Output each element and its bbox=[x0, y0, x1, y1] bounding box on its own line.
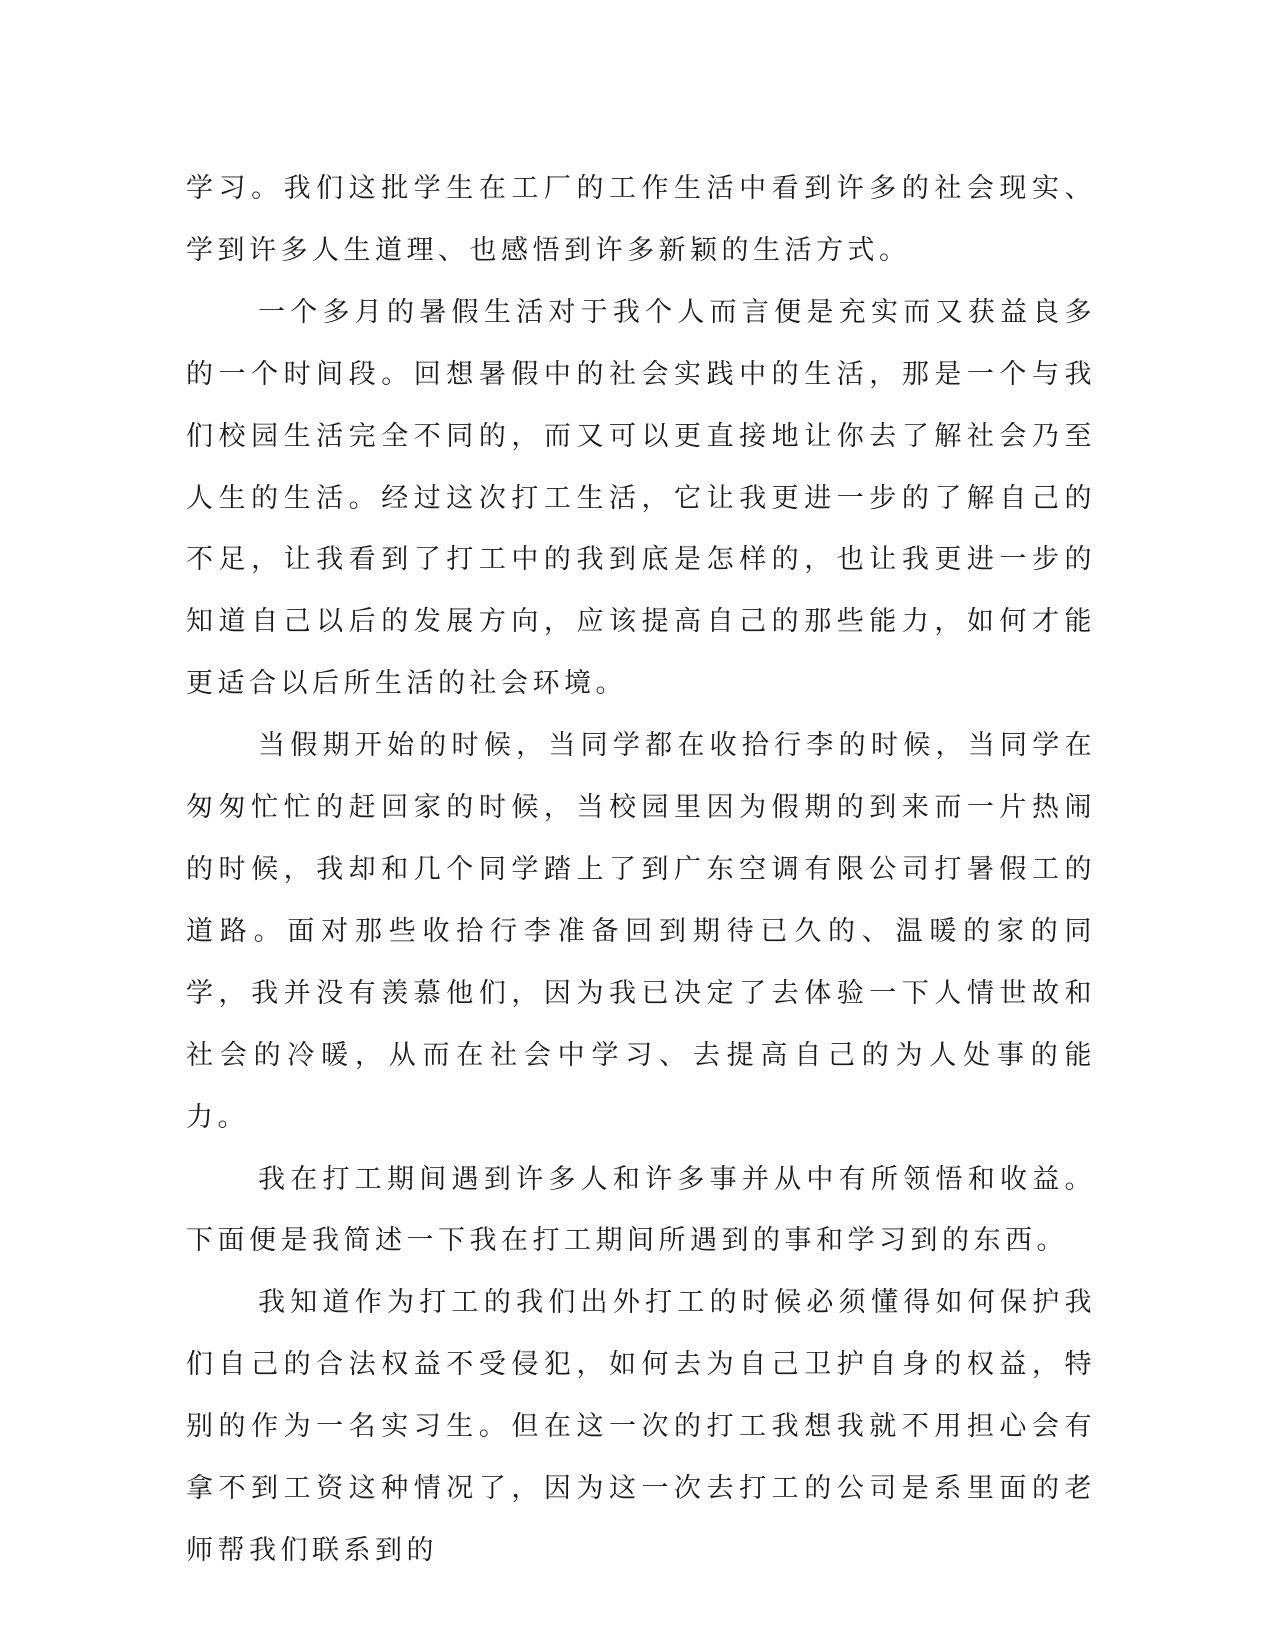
paragraph-1: 学习。我们这批学生在工厂的工作生活中看到许多的社会现实、学到许多人生道理、也感悟到许多新颖的生活方式。 bbox=[186, 173, 1096, 266]
paragraph-5: 我知道作为打工的我们出外打工的时候必须懂得如何保护我们自己的合法权益不受侵犯，如何去为自己卫护自身的权益，特别的作为一名实习生。但在这一次的打工我想我就不用担心会有拿不到工资这种情况了，因为这一次去打工的公司是系里面的老师帮我们联系到的 bbox=[186, 1287, 1096, 1566]
paragraph-2: 一个多月的暑假生活对于我个人而言便是充实而又获益良多的一个时间段。回想暑假中的社会实践中的生活，那是一个与我们校园生活完全不同的，而又可以更直接地让你去了解社会乃至人生的生活。经过这次打工生活，它让我更进一步的了解自己的不足，让我看到了打工中的我到底是怎样的，也让我更进一步的知道自己以后的发展方向，应该提高自己的那些能力，如何才能更适合以后所生活的社会环境。 bbox=[186, 296, 1096, 700]
document-body bbox=[186, 158, 1096, 1582]
paragraph-3: 当假期开始的时候，当同学都在收拾行李的时候，当同学在匆匆忙忙的赶回家的时候，当校园里因为假期的到来而一片热闹的时候，我却和几个同学踏上了到广东空调有限公司打暑假工的道路。面对那些收拾行李准备回到期待已久的、温暖的家的同学，我并没有羡慕他们，因为我已决定了去体验一下人情世故和社会的冷暖，从而在社会中学习、去提高自己的为人处事的能力。 bbox=[186, 730, 1096, 1133]
paragraph-4: 我在打工期间遇到许多人和许多事并从中有所领悟和收益。下面便是我简述一下我在打工期间所遇到的事和学习到的东西。 bbox=[186, 1163, 1096, 1257]
